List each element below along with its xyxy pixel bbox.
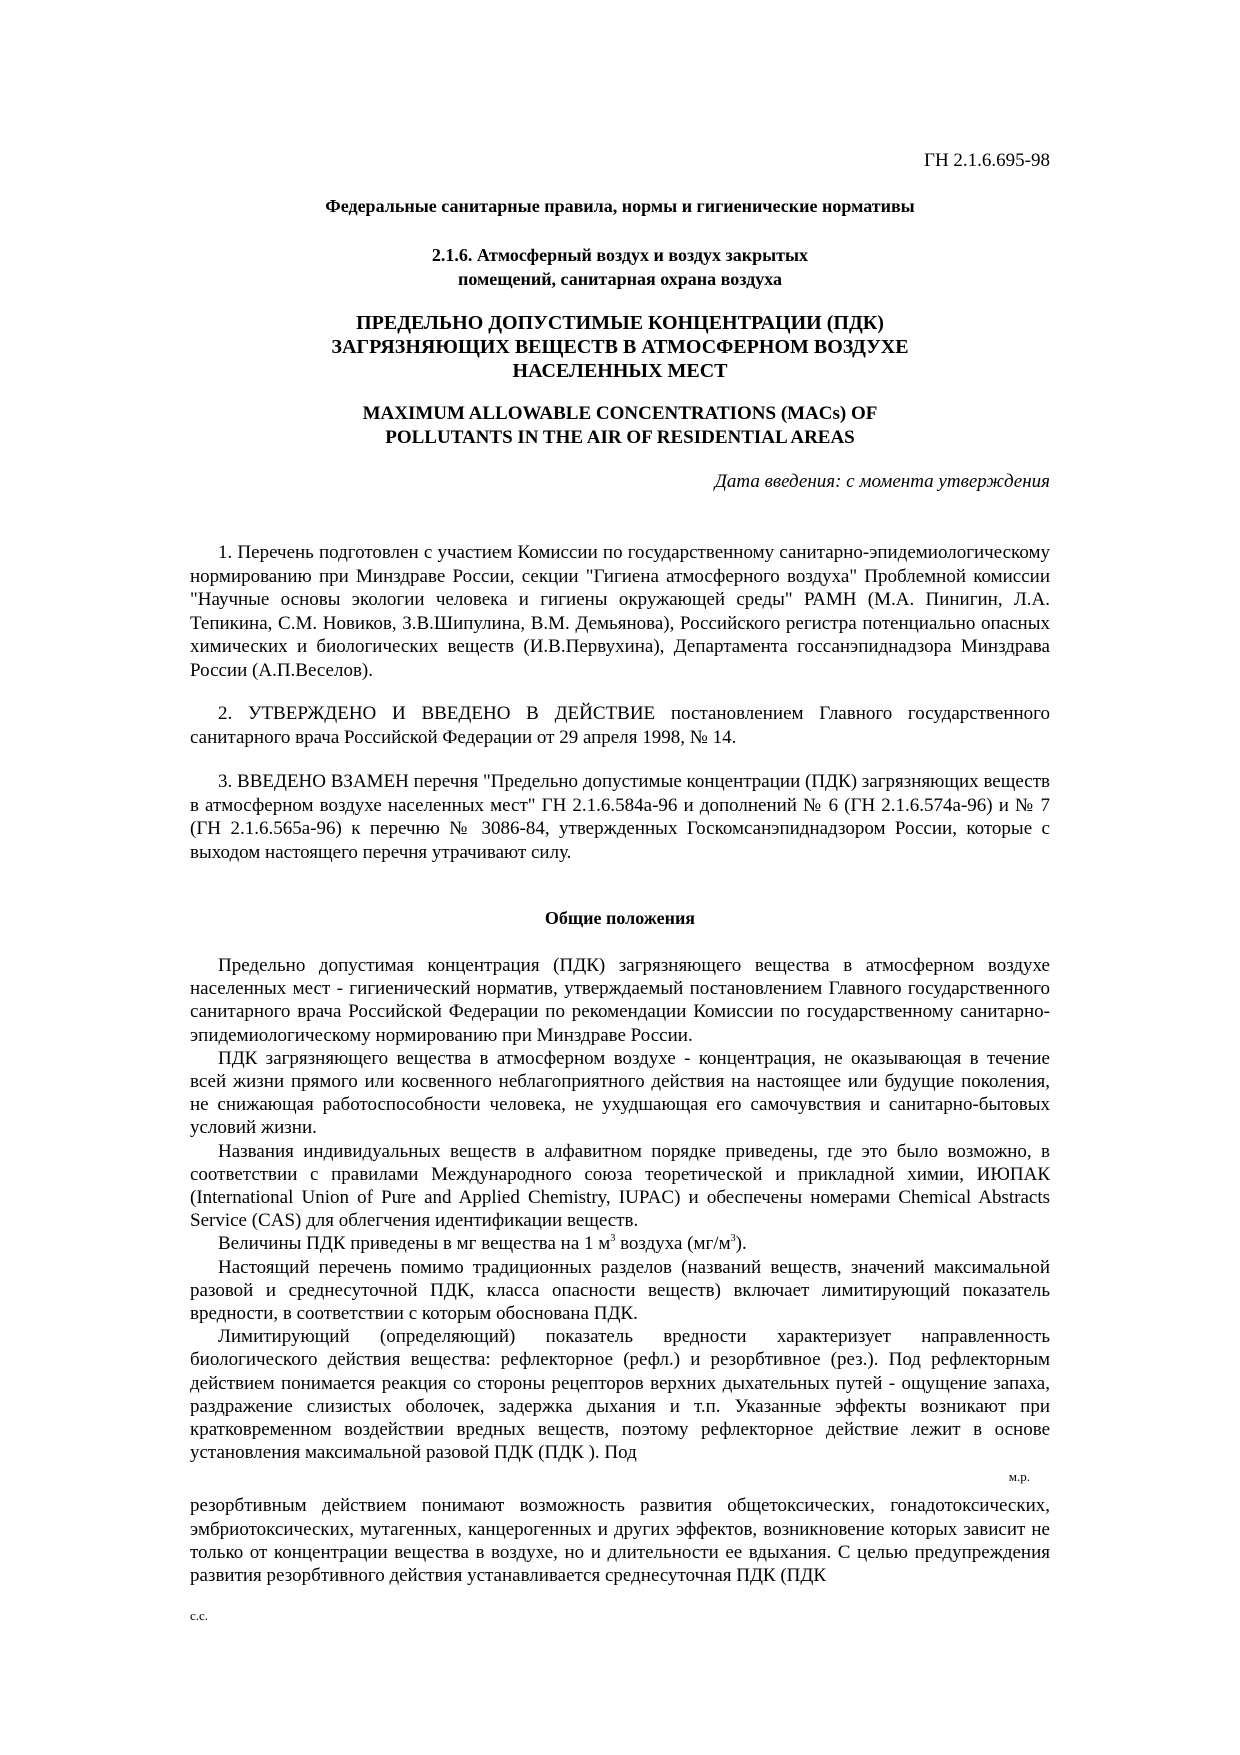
general-paragraph-4 (190, 1232, 1050, 1255)
effective-date: Дата введения: с момента утверждения (714, 471, 1050, 492)
general-provisions-body (190, 954, 1050, 1587)
units-text-b: воздуха (мг/м (615, 1233, 731, 1255)
document-header: Федеральные санитарные правила, нормы и гигиенические нормативы (325, 196, 915, 216)
section-title-line: помещений, санитарная охрана воздуха (457, 269, 783, 289)
general-paragraph-2: ПДК загрязняющего вещества в атмосферном воздухе - концентрация, не оказывающая в течение всей жизни прямого или косвенного неблагоприятного действия на настоящее или будущие поколения, не снижающая работоспособности человека, не ухудшающая его самочувствия и санитарно-бытовых условий жизни. (190, 1047, 1050, 1139)
title-russian-line: ЗАГРЯЗНЯЮЩИХ ВЕЩЕСТВ В АТМОСФЕРНОМ ВОЗДУХЕ (331, 336, 909, 358)
units-superscript: 3 (610, 1233, 616, 1245)
general-paragraph-1: Предельно допустимая концентрация (ПДК) загрязняющего вещества в атмосферном воздухе населенных мест - гигиенический норматив, утверждаемый постановлением Главного государственного санитарного врача Российской Федерации по рекомендации Комиссии по государственному санитарно-эпидемиологическому нормированию при Минздраве России. (190, 955, 1050, 1046)
intro-paragraph-1: 1. Перечень подготовлен с участием Комиссии по государственному санитарно-эпидемиологическому нормированию при Минздраве России, секции "Гигиена атмосферного воздуха" Проблемной комиссии "Научные основы экологии человека и гигиены окружающей среды" РАМН (М.А. Пинигин, Л.А. Тепикина, С.М. Новиков, З.В.Шипулина, В.М. Демьянова), Российского регистра потенциально опасных химических и биологических веществ (И.В.Первухина), Департамента госсанэпиднадзора Минздрава России (А.П.Веселов). (190, 542, 1050, 681)
general-paragraph-7: резорбтивным действием понимают возможность развития общетоксических, гонадотоксических, эмбриотоксических, мутагенных, канцерогенных и других эффектов, возникновение которых зависит не только от концентрации вещества в воздухе, но и длительности ее вдыхания. С целью предупреждения развития резорбтивного действия устанавливается среднесуточная ПДК (ПДК (190, 1495, 1050, 1587)
title-english (190, 402, 1050, 450)
subscript-mr: м.р. (1008, 1469, 1030, 1485)
title-russian-line: ПРЕДЕЛЬНО ДОПУСТИМЫЕ КОНЦЕНТРАЦИИ (ПДК) (356, 312, 884, 334)
document-number: ГН 2.1.6.695-98 (923, 150, 1050, 171)
general-paragraph-6: Лимитирующий (определяющий) показатель вредности характеризует направленность биологического действия вещества: рефлекторное (рефл.) и резорбтивное (рез.). Под рефлекторным действием понимается реакция со стороны рецепторов верхних дыхательных путей - ощущение запаха, раздражение слизистых оболочек, задержка дыхания и т.п. Указанные эффекты возникают при кратковременном воздействии вредных веществ, поэтому рефлекторное действие лежит в основе установления максимальной разовой ПДК (ПДК ). Под (190, 1326, 1050, 1464)
title-russian-line: НАСЕЛЕННЫХ МЕСТ (512, 360, 728, 382)
units-text-c: ). (735, 1233, 747, 1255)
section-title (190, 243, 1050, 291)
general-paragraph-3: Названия индивидуальных веществ в алфавитном порядке приведены, где это было возможно, в соответствии с правилами Международного союза теоретической и прикладной химии, ИЮПАК (International Union of Pure and Applied Chemistry, IUPAC) и обеспечены номерами Chemical Abstracts Service (CAS) для облегчения идентификации веществ. (190, 1140, 1050, 1232)
section-title-line: 2.1.6. Атмосферный воздух и воздух закрытых (431, 245, 809, 265)
subscript-ss: с.с. (190, 1608, 209, 1623)
title-english-line: MAXIMUM ALLOWABLE CONCENTRATIONS (MACs) OF (362, 403, 878, 424)
title-english-line: POLLUTANTS IN THE AIR OF RESIDENTIAL AREAS (385, 427, 855, 448)
general-paragraph-5: Настоящий перечень помимо традиционных разделов (названий веществ, значений максимальной разовой и среднесуточной ПДК, класса опасности веществ) включает лимитирующий показатель вредности, в соответствии с которым обоснована ПДК. (190, 1256, 1050, 1325)
title-russian (190, 311, 1050, 383)
units-superscript: 3 (730, 1233, 736, 1245)
units-text-a: Величины ПДК приведены в мг вещества на 1 м (218, 1233, 611, 1255)
general-provisions-title: Общие положения (544, 908, 696, 928)
intro-paragraph-3: 3. ВВЕДЕНО ВЗАМЕН перечня "Предельно допустимые концентрации (ПДК) загрязняющих веществ в атмосферном воздухе населенных мест" ГН 2.1.6.584а-96 и дополнений № 6 (ГН 2.1.6.574а-96) и № 7 (ГН 2.1.6.565а-96) к перечню № 3086-84, утвержденных Госкомсанэпиднадзором России, которые с выходом настоящего перечня утрачивают силу. (190, 771, 1050, 863)
intro-paragraph-2: 2. УТВЕРЖДЕНО И ВВЕДЕНО В ДЕЙСТВИЕ постановлением Главного государственного санитарного врача Российской Федерации от 29 апреля 1998, № 14. (190, 703, 1050, 748)
